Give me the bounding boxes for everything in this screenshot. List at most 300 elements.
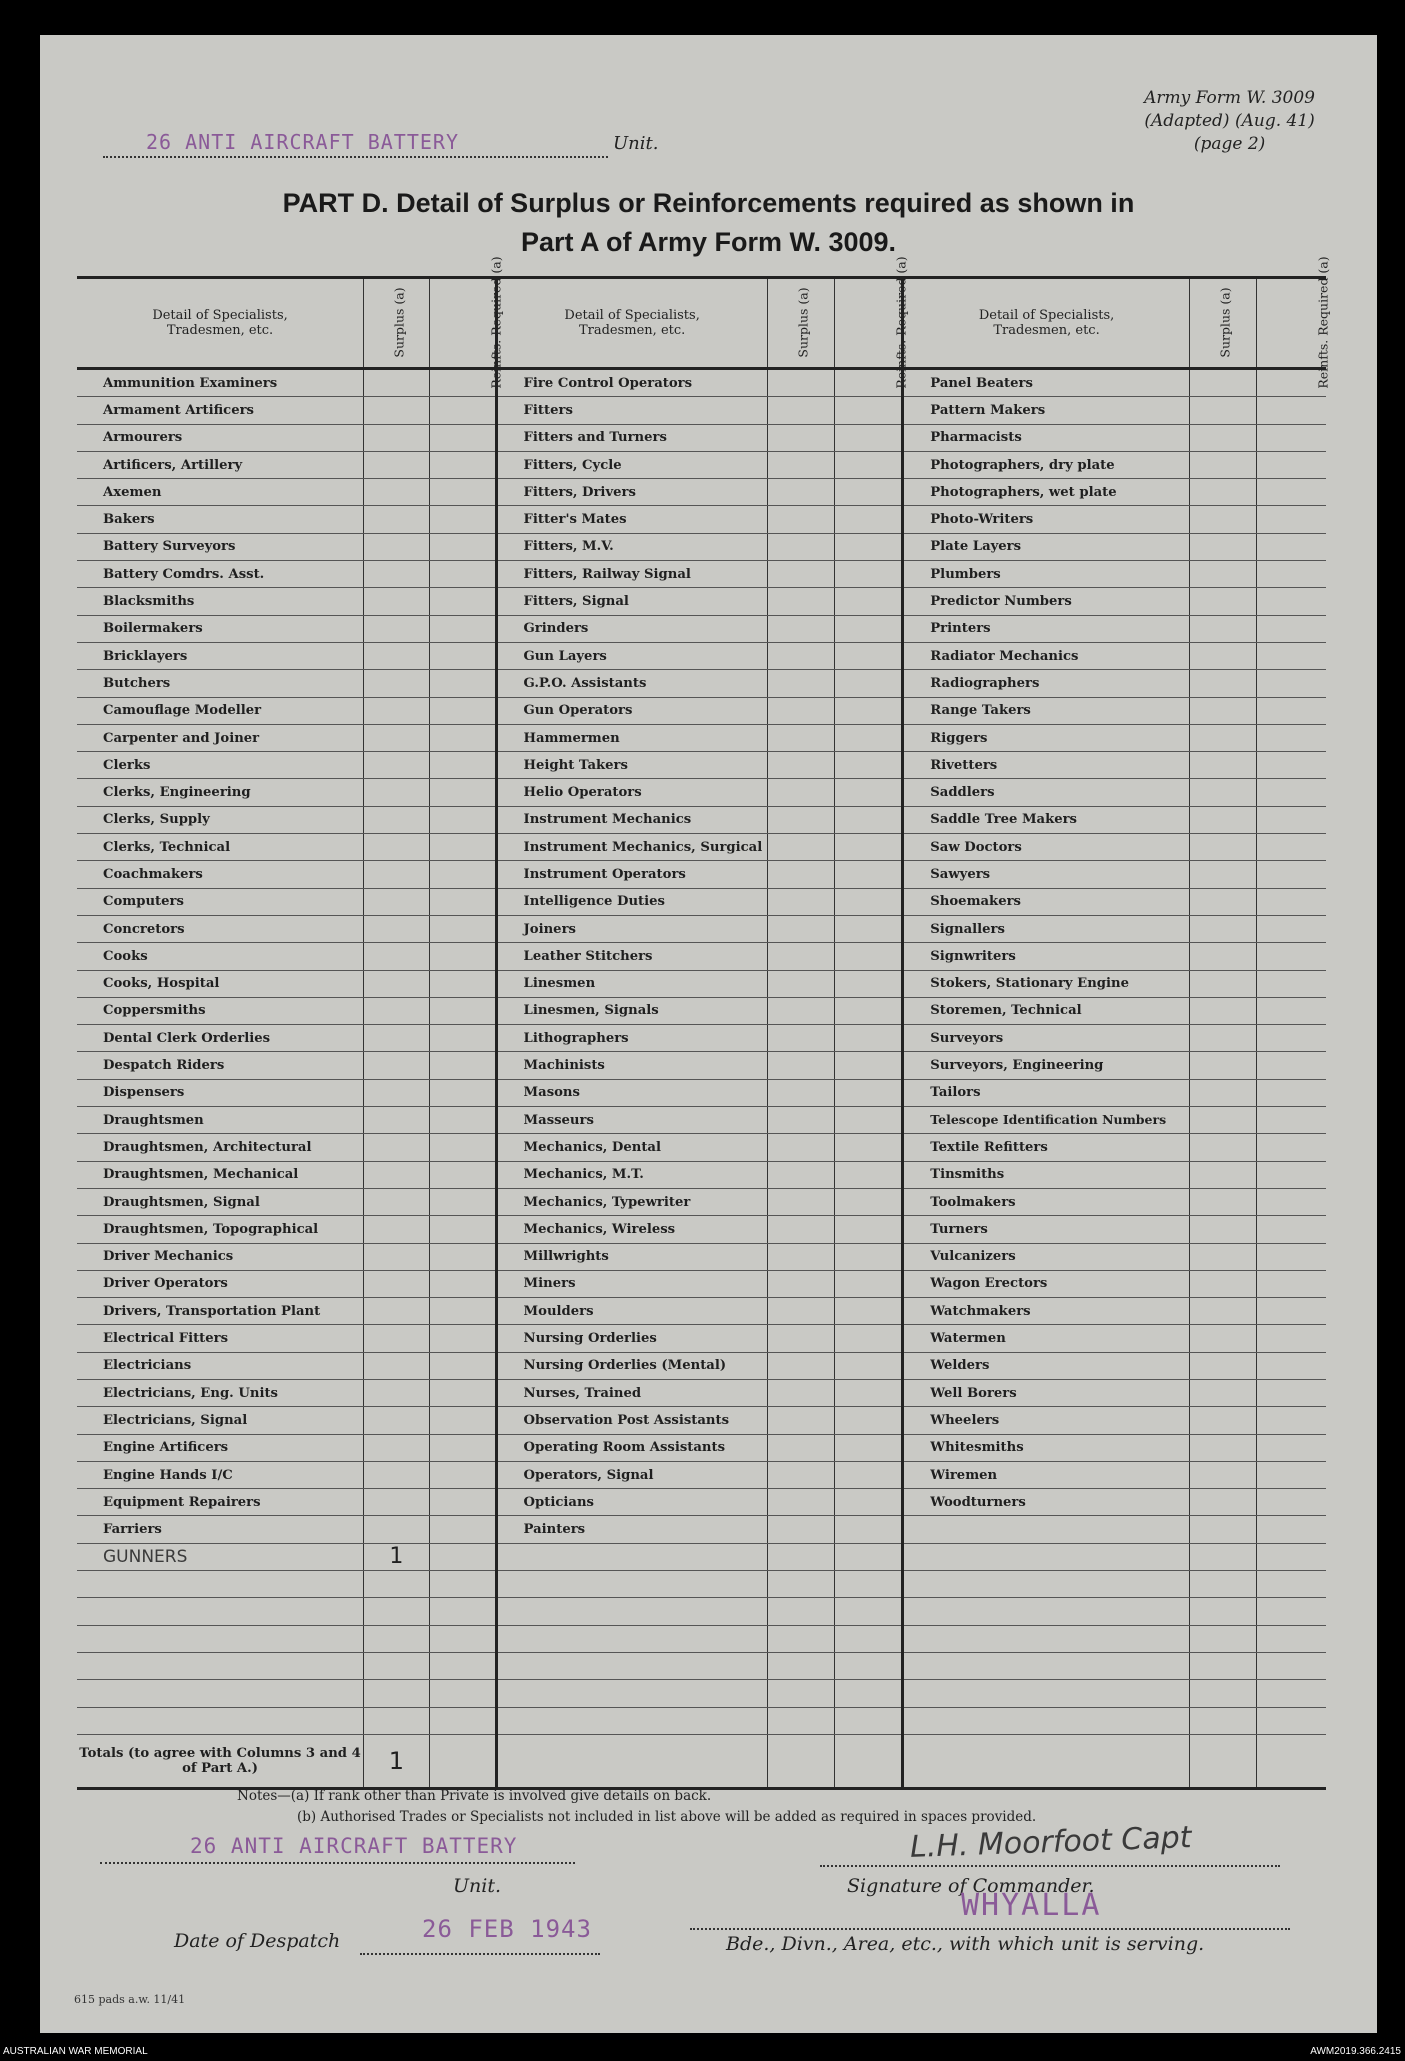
reinfts-cell (835, 1489, 903, 1516)
reinfts-cell (835, 1216, 903, 1243)
surplus-cell (1189, 1325, 1256, 1352)
surplus-cell (364, 779, 430, 806)
trade-name: Photographers, dry plate (903, 451, 1190, 478)
reinfts-cell (835, 1161, 903, 1188)
location-line (690, 1928, 1290, 1930)
trade-name: Joiners (496, 915, 767, 942)
table-row (77, 424, 1326, 451)
table-row (77, 1352, 1326, 1379)
surplus-cell (364, 1461, 430, 1488)
reinfts-cell (429, 834, 496, 861)
trade-name: Watermen (903, 1325, 1190, 1352)
reinfts-cell (1256, 697, 1326, 724)
surplus-cell (1189, 1216, 1256, 1243)
table-row (77, 697, 1326, 724)
table-row (77, 943, 1326, 970)
reinfts-cell (835, 1025, 903, 1052)
trade-name (77, 1707, 364, 1734)
trade-name: Drivers, Transportation Plant (77, 1298, 364, 1325)
trade-name: Butchers (77, 670, 364, 697)
reinfts-cell (835, 1325, 903, 1352)
reinfts-cell (429, 479, 496, 506)
table-row (77, 779, 1326, 806)
trade-name: Driver Mechanics (77, 1243, 364, 1270)
reinfts-cell (835, 1516, 903, 1543)
reinfts-cell (835, 861, 903, 888)
reinfts-cell (429, 1216, 496, 1243)
reinfts-cell (429, 615, 496, 642)
reinfts-cell (835, 615, 903, 642)
surplus-cell (1189, 724, 1256, 751)
reinfts-cell (835, 451, 903, 478)
reinfts-cell (835, 1352, 903, 1379)
trade-name (496, 1571, 767, 1598)
trade-name: Intelligence Duties (496, 888, 767, 915)
trade-name: Artificers, Artillery (77, 451, 364, 478)
trade-name: Mechanics, Wireless (496, 1216, 767, 1243)
trade-name (496, 1707, 767, 1734)
reinfts-cell (429, 642, 496, 669)
reinfts-cell (1256, 642, 1326, 669)
totals-surplus: 1 (364, 1734, 430, 1788)
reinfts-cell (429, 1571, 496, 1598)
table-row (77, 1516, 1326, 1543)
totals-label: Totals (to agree with Columns 3 and 4 of Part A.) (77, 1734, 364, 1788)
table-row (77, 1134, 1326, 1161)
table-row (77, 1052, 1326, 1079)
surplus-header: Surplus (a) (364, 278, 430, 369)
surplus-cell (364, 1134, 430, 1161)
surplus-cell (767, 779, 835, 806)
trade-name: Saddlers (903, 779, 1190, 806)
reinfts-cell (429, 943, 496, 970)
trade-name: Rivetters (903, 752, 1190, 779)
surplus-cell (364, 861, 430, 888)
surplus-cell (364, 1571, 430, 1598)
surplus-cell (364, 1298, 430, 1325)
surplus-cell (767, 861, 835, 888)
surplus-cell (364, 1052, 430, 1079)
surplus-cell (1189, 779, 1256, 806)
reinfts-cell (835, 561, 903, 588)
trade-name: Boilermakers (77, 615, 364, 642)
surplus-cell (364, 752, 430, 779)
surplus-cell (1189, 1407, 1256, 1434)
trade-name: Telescope Identification Numbers (903, 1107, 1190, 1134)
table-row (77, 1707, 1326, 1734)
table-row (77, 1243, 1326, 1270)
reinfts-cell (835, 1298, 903, 1325)
totals-blank (496, 1734, 767, 1788)
trade-name: Toolmakers (903, 1188, 1190, 1215)
reinfts-cell (835, 588, 903, 615)
reinfts-cell (429, 1079, 496, 1106)
surplus-cell (767, 1216, 835, 1243)
trade-name: Painters (496, 1516, 767, 1543)
surplus-cell (364, 397, 430, 424)
trade-name: Nursing Orderlies (Mental) (496, 1352, 767, 1379)
note-a: Notes—(a) If rank other than Private is involved give details on back. (237, 1788, 712, 1804)
surplus-cell (1189, 1134, 1256, 1161)
reinfts-cell (1256, 1379, 1326, 1406)
surplus-cell (767, 1434, 835, 1461)
form-subtitle: Part A of Army Form W. 3009. (520, 227, 897, 257)
surplus-cell (1189, 1243, 1256, 1270)
reinfts-cell (429, 1352, 496, 1379)
trade-name: Fitters, Drivers (496, 479, 767, 506)
reinfts-cell (429, 588, 496, 615)
trade-name: Ammunition Examiners (77, 369, 364, 397)
reinfts-cell (1256, 724, 1326, 751)
reinfts-cell (835, 479, 903, 506)
trade-name: Mechanics, M.T. (496, 1161, 767, 1188)
reinfts-cell (1256, 888, 1326, 915)
trade-name: Operating Room Assistants (496, 1434, 767, 1461)
reinfts-cell (1256, 670, 1326, 697)
table-body (77, 369, 1326, 1789)
surplus-cell (767, 1598, 835, 1625)
reinfts-cell (429, 506, 496, 533)
trade-name: Millwrights (496, 1243, 767, 1270)
surplus-cell (364, 1243, 430, 1270)
reinfts-cell (429, 779, 496, 806)
surplus-cell (364, 834, 430, 861)
surplus-cell (767, 670, 835, 697)
trade-name: Bakers (77, 506, 364, 533)
trade-name: Vulcanizers (903, 1243, 1190, 1270)
reinfts-cell (1256, 970, 1326, 997)
trade-name: Draughtsmen (77, 1107, 364, 1134)
surplus-cell (1189, 834, 1256, 861)
surplus-cell (767, 451, 835, 478)
trade-name: GUNNERS (77, 1543, 364, 1570)
trade-name: Watchmakers (903, 1298, 1190, 1325)
reinfts-cell (1256, 752, 1326, 779)
surplus-cell (767, 1298, 835, 1325)
reinfts-cell (835, 1052, 903, 1079)
totals-row (77, 1734, 1326, 1788)
surplus-cell (767, 1052, 835, 1079)
surplus-cell (364, 1270, 430, 1297)
surplus-cell (1189, 1625, 1256, 1652)
table-row (77, 1325, 1326, 1352)
reinfts-cell (835, 915, 903, 942)
trade-name: Pattern Makers (903, 397, 1190, 424)
archive-caption-right: AWM2019.366.2415 (1310, 2046, 1401, 2057)
trade-name: Height Takers (496, 752, 767, 779)
totals-blank (767, 1734, 835, 1788)
table-row (77, 1188, 1326, 1215)
table-row (77, 1543, 1326, 1570)
table-row (77, 834, 1326, 861)
reinfts-cell (1256, 1107, 1326, 1134)
surplus-cell (767, 915, 835, 942)
surplus-cell (364, 1079, 430, 1106)
reinfts-cell (1256, 779, 1326, 806)
surplus-cell (767, 1625, 835, 1652)
surplus-cell (1189, 1516, 1256, 1543)
location-stamp: WHYALLA (961, 1888, 1102, 1923)
surplus-cell (364, 642, 430, 669)
surplus-cell (364, 1434, 430, 1461)
trade-name: Cooks, Hospital (77, 970, 364, 997)
table-row (77, 369, 1326, 397)
despatch-label: Date of Despatch (174, 1930, 341, 1952)
trade-name: Fitters, Signal (496, 588, 767, 615)
reinfts-cell (835, 369, 903, 397)
reinfts-cell (1256, 943, 1326, 970)
surplus-cell (1189, 1707, 1256, 1734)
trade-name: Concretors (77, 915, 364, 942)
surplus-cell (767, 997, 835, 1024)
surplus-cell (364, 533, 430, 560)
reinfts-cell (835, 1270, 903, 1297)
reinfts-cell (835, 1543, 903, 1570)
trade-name (77, 1598, 364, 1625)
reinfts-cell (835, 724, 903, 751)
table-row (77, 533, 1326, 560)
surplus-cell (364, 1516, 430, 1543)
table-row (77, 970, 1326, 997)
reinfts-cell (429, 1489, 496, 1516)
trade-name: Electricians, Eng. Units (77, 1379, 364, 1406)
reinfts-cell (429, 806, 496, 833)
table-row (77, 1489, 1326, 1516)
reinfts-cell (835, 997, 903, 1024)
trade-name: Clerks, Engineering (77, 779, 364, 806)
reinfts-cell (835, 806, 903, 833)
surplus-cell (364, 1188, 430, 1215)
reinfts-cell (429, 424, 496, 451)
table-row (77, 724, 1326, 751)
surplus-cell (767, 1680, 835, 1707)
surplus-cell (364, 1652, 430, 1679)
surplus-cell (364, 997, 430, 1024)
trade-name: Nurses, Trained (496, 1379, 767, 1406)
surplus-cell (364, 1680, 430, 1707)
footer-unit-line (100, 1862, 575, 1864)
location-label: Bde., Divn., Area, etc., with which unit is serving. (726, 1933, 1205, 1955)
surplus-cell (1189, 1434, 1256, 1461)
table-row (77, 1652, 1326, 1679)
surplus-cell (767, 1079, 835, 1106)
reinfts-cell (429, 697, 496, 724)
surplus-cell (1189, 752, 1256, 779)
trade-name: Machinists (496, 1052, 767, 1079)
trade-name: Linesmen (496, 970, 767, 997)
trade-name: Opticians (496, 1489, 767, 1516)
trade-name: Gun Layers (496, 642, 767, 669)
surplus-cell (767, 1107, 835, 1134)
reinfts-cell (1256, 1052, 1326, 1079)
trade-name: Equipment Repairers (77, 1489, 364, 1516)
trade-name: Instrument Operators (496, 861, 767, 888)
table-row (77, 1025, 1326, 1052)
surplus-cell (1189, 888, 1256, 915)
reinfts-cell (429, 1107, 496, 1134)
reinfts-cell (429, 1134, 496, 1161)
surplus-cell (767, 970, 835, 997)
reinfts-cell (835, 1079, 903, 1106)
surplus-cell (364, 506, 430, 533)
form-id-line2: (Adapted) (Aug. 41) (1144, 111, 1315, 131)
reinfts-cell (1256, 1461, 1326, 1488)
reinfts-cell (429, 369, 496, 397)
reinfts-header: Reinfts. Required (a) (429, 278, 496, 369)
surplus-cell (364, 1216, 430, 1243)
reinfts-cell (835, 642, 903, 669)
trade-name: Engine Hands I/C (77, 1461, 364, 1488)
surplus-cell (1189, 642, 1256, 669)
trade-name: Tinsmiths (903, 1161, 1190, 1188)
detail-header: Detail of Specialists, Tradesmen, etc. (496, 278, 767, 369)
reinfts-cell (1256, 1270, 1326, 1297)
trade-name: Coppersmiths (77, 997, 364, 1024)
reinfts-cell (835, 424, 903, 451)
trade-name: Photo-Writers (903, 506, 1190, 533)
trade-name: Fitters and Turners (496, 424, 767, 451)
reinfts-cell (1256, 506, 1326, 533)
table-row (77, 888, 1326, 915)
surplus-cell (364, 1707, 430, 1734)
trade-name: Woodturners (903, 1489, 1190, 1516)
trade-name: Clerks (77, 752, 364, 779)
reinfts-header: Reinfts. Required (a) (1256, 278, 1326, 369)
trade-name (496, 1543, 767, 1570)
reinfts-cell (429, 1407, 496, 1434)
trade-name (496, 1680, 767, 1707)
trade-name: Cooks (77, 943, 364, 970)
table-row (77, 1379, 1326, 1406)
trade-name: Tailors (903, 1079, 1190, 1106)
trade-name: Driver Operators (77, 1270, 364, 1297)
surplus-cell (1189, 1270, 1256, 1297)
reinfts-cell (835, 1188, 903, 1215)
surplus-cell (767, 397, 835, 424)
form-identifier (1144, 87, 1315, 156)
reinfts-cell (835, 1134, 903, 1161)
reinfts-cell (1256, 1188, 1326, 1215)
reinfts-cell (429, 561, 496, 588)
trade-name: Hammermen (496, 724, 767, 751)
reinfts-cell (429, 1434, 496, 1461)
trade-name: Carpenter and Joiner (77, 724, 364, 751)
reinfts-cell (835, 506, 903, 533)
surplus-cell (1189, 1298, 1256, 1325)
trade-name (903, 1652, 1190, 1679)
reinfts-cell (429, 670, 496, 697)
trade-name: Fitters (496, 397, 767, 424)
reinfts-cell (429, 970, 496, 997)
print-code: 615 pads a.w. 11/41 (74, 1993, 186, 2006)
surplus-cell (364, 806, 430, 833)
surplus-cell: 1 (364, 1543, 430, 1570)
unit-label: Unit. (613, 133, 659, 154)
surplus-cell (767, 1652, 835, 1679)
surplus-cell (364, 1161, 430, 1188)
trade-name: Linesmen, Signals (496, 997, 767, 1024)
reinfts-cell (835, 1571, 903, 1598)
trade-name: Clerks, Supply (77, 806, 364, 833)
trade-name: Shoemakers (903, 888, 1190, 915)
surplus-cell (1189, 506, 1256, 533)
surplus-cell (767, 369, 835, 397)
trade-name: Blacksmiths (77, 588, 364, 615)
surplus-cell (1189, 1052, 1256, 1079)
trade-name: Wheelers (903, 1407, 1190, 1434)
trade-name: Surveyors (903, 1025, 1190, 1052)
trade-name: Surveyors, Engineering (903, 1052, 1190, 1079)
surplus-cell (1189, 369, 1256, 397)
trade-name: Welders (903, 1352, 1190, 1379)
surplus-cell (767, 1325, 835, 1352)
trade-name: Operators, Signal (496, 1461, 767, 1488)
reinfts-cell (429, 1243, 496, 1270)
surplus-cell (1189, 1025, 1256, 1052)
surplus-cell (1189, 1543, 1256, 1570)
trade-name: Printers (903, 615, 1190, 642)
trade-name: Mechanics, Dental (496, 1134, 767, 1161)
trade-name: Computers (77, 888, 364, 915)
trade-name: Wagon Erectors (903, 1270, 1190, 1297)
table-row (77, 1434, 1326, 1461)
table-row (77, 915, 1326, 942)
trade-name: Dispensers (77, 1079, 364, 1106)
surplus-cell (767, 724, 835, 751)
reinfts-cell (835, 888, 903, 915)
trade-name (77, 1625, 364, 1652)
reinfts-cell (429, 861, 496, 888)
table-row (77, 1571, 1326, 1598)
reinfts-cell (429, 533, 496, 560)
trade-name: Radiographers (903, 670, 1190, 697)
surplus-cell (767, 1188, 835, 1215)
trade-name: Stokers, Stationary Engine (903, 970, 1190, 997)
surplus-cell (767, 1025, 835, 1052)
trade-name: Battery Comdrs. Asst. (77, 561, 364, 588)
despatch-date-stamp: 26 FEB 1943 (422, 1915, 592, 1943)
surplus-cell (1189, 588, 1256, 615)
reinfts-cell (429, 1298, 496, 1325)
trade-name: Axemen (77, 479, 364, 506)
surplus-cell (1189, 397, 1256, 424)
reinfts-cell (835, 1598, 903, 1625)
table-header-row (77, 278, 1326, 369)
surplus-header: Surplus (a) (767, 278, 835, 369)
reinfts-cell (429, 1625, 496, 1652)
reinfts-cell (429, 888, 496, 915)
table-row (77, 1680, 1326, 1707)
reinfts-cell (1256, 1707, 1326, 1734)
reinfts-cell (1256, 1079, 1326, 1106)
trade-name (903, 1625, 1190, 1652)
trade-name: Predictor Numbers (903, 588, 1190, 615)
totals-blank (1256, 1734, 1326, 1788)
surplus-cell (1189, 943, 1256, 970)
surplus-cell (1189, 561, 1256, 588)
surplus-cell (767, 1516, 835, 1543)
surplus-header: Surplus (a) (1189, 278, 1256, 369)
surplus-cell (364, 1407, 430, 1434)
trade-name: Farriers (77, 1516, 364, 1543)
surplus-cell (364, 561, 430, 588)
table-row (77, 642, 1326, 669)
reinfts-cell (835, 1461, 903, 1488)
unit-field (103, 132, 608, 158)
commander-signature: L.H. Moorfoot Capt (909, 1820, 1193, 1865)
form-id-line1: Army Form W. 3009 (1144, 88, 1315, 108)
totals-blank (1189, 1734, 1256, 1788)
